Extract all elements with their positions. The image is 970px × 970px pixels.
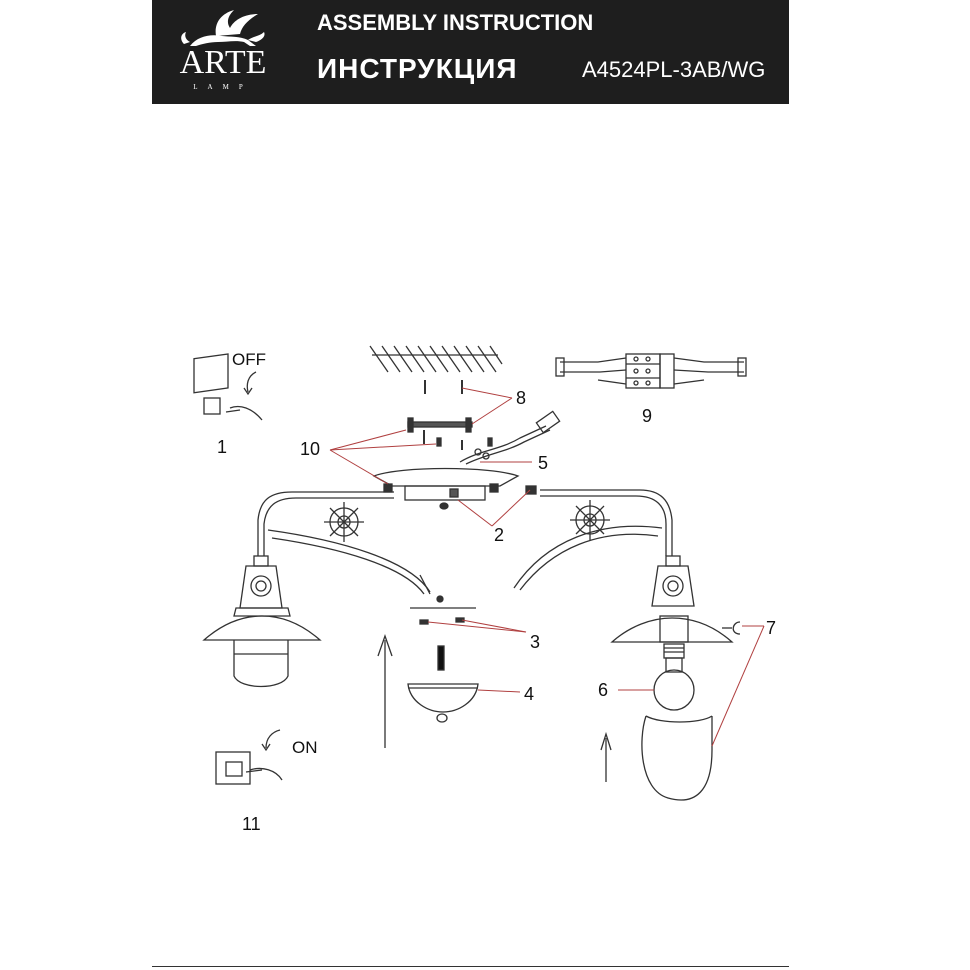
bottom-bowl: [408, 684, 478, 722]
right-ship-wheel: [570, 500, 610, 540]
title-english: ASSEMBLY INSTRUCTION: [317, 10, 594, 35]
canopy: [374, 469, 518, 510]
callout-1: 1: [217, 437, 228, 457]
left-ship-wheel: [324, 502, 364, 542]
model-number: A4524PL-3AB/WG: [582, 57, 766, 82]
terminal-block: [556, 354, 746, 388]
callout-9: 9: [642, 406, 653, 426]
callout-2: 2: [494, 525, 505, 545]
callout-4: 4: [524, 684, 535, 704]
right-lamp-head: [612, 556, 732, 658]
callout-7: 7: [766, 618, 777, 638]
callout-5: 5: [538, 453, 549, 473]
switch-on-icon: [216, 730, 282, 784]
brand-logo-subtext: LAMP: [193, 83, 253, 91]
right-arm: [514, 486, 672, 590]
brand-logo-text: ARTE: [179, 44, 267, 81]
callout-8: 8: [516, 388, 527, 408]
on-label: ON: [292, 738, 318, 757]
callout-10: 10: [300, 439, 321, 459]
up-arrow-right: [601, 734, 611, 782]
shade-screw: [722, 622, 740, 634]
off-label: OFF: [232, 350, 266, 369]
up-arrow-center: [378, 636, 392, 748]
ceiling-hatch: [370, 346, 502, 372]
leader-lines: [330, 388, 764, 746]
left-lamp-head: [204, 556, 320, 687]
callout-11: 11: [242, 814, 261, 834]
ceiling-screws: [425, 380, 462, 394]
footer-rule: [152, 966, 789, 967]
callout-6: 6: [598, 680, 609, 700]
title-russian: ИНСТРУКЦИЯ: [317, 53, 518, 84]
light-bulb: [654, 658, 694, 710]
center-cap-parts: [410, 596, 476, 670]
callout-3: 3: [530, 632, 541, 652]
glass-shade: [642, 716, 712, 800]
